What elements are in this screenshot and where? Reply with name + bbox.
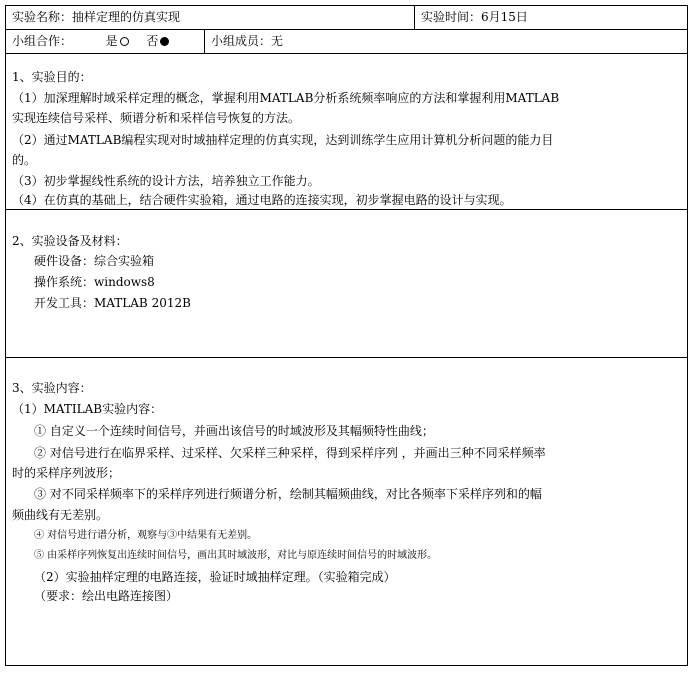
section-purpose — [6, 54, 687, 210]
content-line: 频曲线有无差别。 — [12, 508, 109, 522]
content-line: （要求：绘出电路连接图） — [34, 589, 179, 603]
group-members-cell — [204, 30, 687, 53]
section-purpose-title: 1、实验目的： — [12, 70, 92, 84]
content-line: ③ 对不同采样频率下的采样序列进行频谱分析，绘制其幅频曲线，对比各频率下采样序列和的幅 — [34, 487, 542, 501]
content-line: ② 对信号进行在临界采样、过采样、欠采样三种采样，得到采样序列 ，并画出三种不同采样频率 — [34, 446, 546, 460]
purpose-line: （2）通过MATLAB编程实现对时域抽样定理的仿真实现，达到训练学生应用计算机分析问题的能力目 — [12, 133, 554, 147]
experiment-time-label: 实验时间： — [421, 10, 482, 24]
purpose-line: （3）初步掌握线性系统的设计方法，培养独立工作能力。 — [12, 174, 320, 188]
section-equipment — [6, 210, 687, 358]
group-cooperation-cell — [6, 30, 204, 53]
equipment-line: 硬件设备：综合实验箱 — [34, 254, 155, 268]
experiment-time-value: 6月15日 — [481, 10, 528, 24]
purpose-line: 的。 — [12, 153, 37, 167]
no-radio[interactable] — [160, 37, 169, 46]
yes-radio[interactable] — [120, 37, 129, 46]
content-line: （1）MATILAB实验内容： — [12, 402, 163, 416]
group-cooperation-label: 小组合作： — [12, 34, 73, 48]
group-members-value: 无 — [271, 34, 284, 48]
section-equipment-title: 2、实验设备及材料： — [12, 234, 128, 248]
content-line: ④ 对信号进行谱分析，观察与③中结果有无差别。 — [34, 530, 258, 541]
content-line: ⑤ 由采样序列恢复出连续时间信号，画出其时域波形，对比与原连续时间信号的时域波形。 — [34, 550, 438, 561]
no-option-label: 否 — [146, 34, 159, 48]
equipment-line: 操作系统：windows8 — [34, 275, 155, 289]
purpose-line: （4）在仿真的基础上，结合硬件实验箱，通过电路的连接实现，初步掌握电路的设计与实现。 — [12, 193, 512, 207]
content-line: （2）实验抽样定理的电路连接，验证时域抽样定理。（实验箱完成） — [34, 570, 396, 584]
header-row — [6, 6, 687, 30]
equipment-line: 开发工具：MATLAB 2012B — [34, 296, 191, 310]
group-members-label: 小组成员： — [211, 34, 272, 48]
experiment-time-cell — [414, 6, 687, 29]
experiment-report-form — [5, 5, 688, 666]
section-content — [6, 358, 687, 665]
section-content-title: 3、实验内容： — [12, 381, 92, 395]
content-line: 时的采样序列波形； — [12, 466, 121, 480]
yes-option-label: 是 — [105, 34, 118, 48]
purpose-line: 实现连续信号采样、频谱分析和采样信号恢复的方法。 — [12, 111, 301, 125]
experiment-name-cell — [6, 6, 414, 29]
experiment-name-value: 抽样定理的仿真实现 — [72, 10, 181, 24]
experiment-name-label: 实验名称： — [12, 10, 73, 24]
group-row — [6, 30, 687, 54]
purpose-line: （1）加深理解时域采样定理的概念，掌握利用MATLAB分析系统频率响应的方法和掌握利用MATLAB — [12, 91, 560, 105]
content-line: ① 自定义一个连续时间信号，并画出该信号的时域波形及其幅频特性曲线； — [34, 424, 434, 438]
